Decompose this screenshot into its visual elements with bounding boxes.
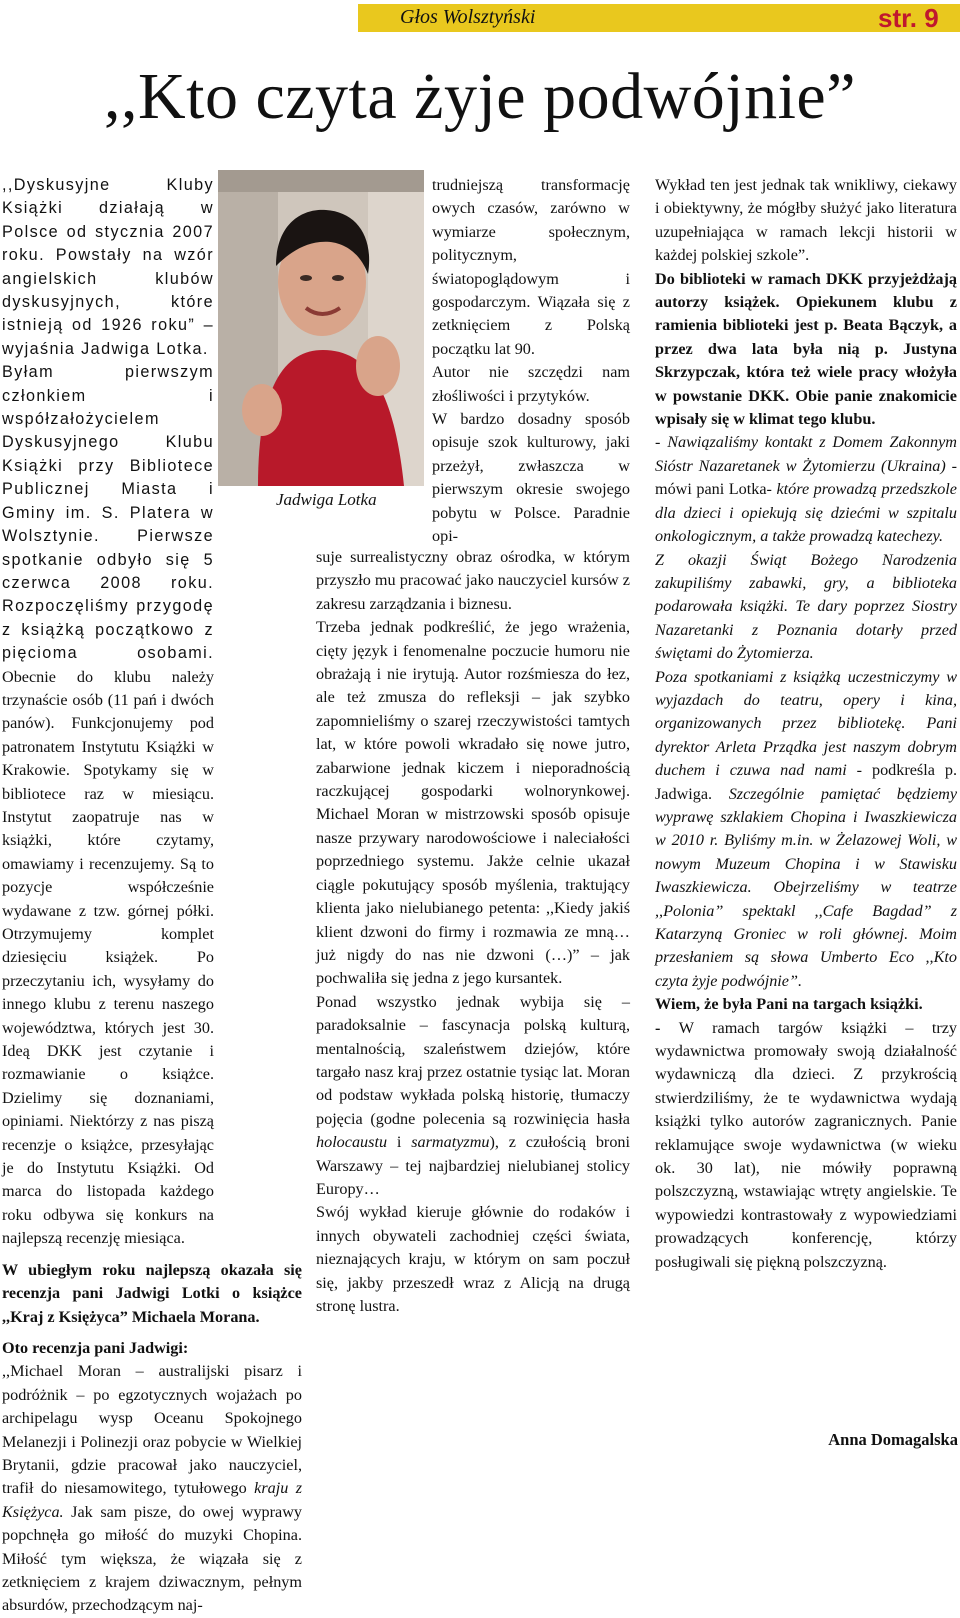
column-2-top <box>432 174 630 549</box>
page-number: str. 9 <box>878 3 939 33</box>
column-1 <box>2 174 302 1618</box>
col3-bold-paragraph: Do biblioteki w ramach DKK przyjeżdżają autorzy książek. Opiekunem klubu z ramienia biblioteki jest p. Beata Bączyk, a przez dwa lata była nią p. Justyna Skrzypczak, która też wiele pracy włożyła w powstanie DKK. Obie panie znakomicie wpisały się w klimat tego klubu. <box>655 269 957 429</box>
col2-p3-mid: i <box>387 1133 412 1152</box>
review-text-end: Jak sam pisze, do owej wyprawy popchnęła go miłość do muzyki Chopina. Miłość tym większa, że wiązała się z zetknięciem z krajem dziwacznym, pełnym absurdów, przechodzącym naj- <box>2 1502 302 1615</box>
col2-top-paragraph-3: W bardzo dosadny sposób opisuje szok kulturowy, jaki przeżył, zwłaszcza w pierwszym okresie swojego pobytu w Polsce. Paradnie opi- <box>432 410 630 546</box>
col2-p3-sarmatyzm: sarmatyzmu <box>411 1133 490 1152</box>
col3-italic-5: Szczególnie pamiętać będziemy wyprawę szklakiem Chopina i Iwaszkiewicza w 2010 r. Byliśmy m.in. w Żelazowej Woli, w nowym Muzeum Chopina i w Stawisku Iwaszkiewicza. Obejrzeliśmy w teatrze ,,Polonia” spektakl ,,Cafe Bagdad” z Katarzyną Groniec w roli głównej. Moim przesłaniem są słowa Umberto Eco ,,Kto czyta żyje podwójnie”. <box>655 784 957 990</box>
publication-name: Głos Wolsztyński <box>400 6 536 28</box>
col2-paragraph-4: Swój wykład kieruje głównie do rodaków i innych obywateli zachodniej części świata, nieznających kraju, w którym on sam poczuł się, jakby przeszedł wraz z Alicją na drugą stronę lustra. <box>316 1203 630 1315</box>
col3-paragraph-1: Wykład ten jest jednak tak wnikliwy, ciekawy i obiektywny, że mógłby służyć jako literatura uzupełniająca w ramach lekcji historii w każdej polskiej szkole”. <box>655 176 957 265</box>
col3-italic-4: Poza spotkaniami z książką uczestniczymy w wyjazdach do teatru, opery i kina, organizowanych przez bibliotekę. Pani dyrektor Arleta Prządka jest naszym dobrym duchem i czuwa nad nami - <box>655 667 957 780</box>
intro-text: ,,Dyskusyjne Kluby Książki działają w Polsce od stycznia 2007 roku. Powstały na wzór angielskich klubów dyskusyjnych, które istnieją od 1926 roku” – wyjaśnia Jadwiga Lotka. <box>2 176 214 358</box>
col3-quote-3 <box>655 666 957 994</box>
col3-normal-2: podkreśla p. Jadwiga. <box>655 761 957 803</box>
review-book-title: kraju z Księżyca. <box>2 1479 303 1521</box>
bold-paragraph: W ubiegłym roku najlepszą okazała się recenzja pani Jadwigi Lotki o książce ,,Kraj z Księżyca” Michaela Morana. <box>2 1260 302 1326</box>
lead-paragraph <box>2 361 214 1250</box>
col3-italic-1: - Nawiązaliśmy kontakt z Domem Zakonnym Sióstr Nazaretanek w Żytomierzu (Ukraina) <box>655 433 957 475</box>
col3-question: Wiem, że była Pani na targach książki. <box>655 995 923 1014</box>
col2-p3-holocaust: holocaustu <box>316 1133 388 1152</box>
review-text-start: ,,Michael Moran – australijski pisarz i podróżnik – po egzotycznych wojażach po archipelagu wysp Oceanu Spokojnego Melanezji i Polinezji oraz pobycie w Wielkiej Brytanii, gdzie pracował jako nauczyciel, trafił do niesamowitego, tytułowego <box>2 1362 302 1498</box>
col2-paragraph-3 <box>316 991 630 1202</box>
col3-answer <box>655 1017 957 1274</box>
review-paragraph <box>2 1360 302 1617</box>
body-text: Obecnie do klubu należy trzynaście osób (11 pań i dwóch panów). Funkcjonujemy pod patronatem Instytutu Książki w Krakowie. Spotykamy się w bibliotece raz w miesiącu. Instytut zaopatruje nas w książki, które czytamy, omawiamy i recenzujemy. Są to pozycje współcześnie wydawane z tzw. górnej półki. Otrzymujemy komplet dziesięciu książek. Po przeczytaniu ich, wysyłamy do innego klubu z terenu naszego województwa, których jest 30. Ideą DKK jest czytanie i rozmawianie o książce. Dzielimy się doznaniami, opiniami. Niektórzy z nas piszą recenzje o książce, przesyłając je do Instytutu Książki. Od marca do listopada każdego roku odbywa się konkurs na najlepszą recenzję miesiąca. <box>2 667 214 1248</box>
col3-normal-1: - mówi pani Lotka- <box>655 456 957 499</box>
col3-answer-text: W ramach targów książki – trzy wydawnictwa promowały swoją działalność wydawniczą dla dzieci. Z przykrością stwierdziliśmy, że te wydawnictwa wydają książki tylko autorów zagranicznych. Panie reklamujące swoje wydawnictwa (w wieku ok. 30 lat), nie mówiły poprawną polszczyzną, wstawiając wtręty angielskie. Te wypowiedzi kontrastowały z wypowiedziami prowadzących konferencję, którzy posługiwali się piękną polszczyzną. <box>655 1018 957 1271</box>
col2-paragraph-1: suje surrealistyczny obraz ośrodka, w którym przyszło mu pracować jako nauczyciel kursów z zakresu zarządzania i biznesu. <box>316 548 630 613</box>
col2-paragraph-2: Trzeba jednak podkreślić, że jego wrażenia, cięty język i fenomenalne poczucie humoru nie obrażają i nie irytują. Autor rozśmiesza do łez, ale też zmusza do refleksji – jak szybko zapomnieliśmy o szarej rzeczywistości tamtych lat, w które powoli wkradało się nowe jutro, zabarwione jednak kiczem i nieporadnością raczkującej gospodarki wolnorynkowej. Michael Moran w mistrzowski sposób opisuje nasze przywary narodowościowe i naleciałości poprzedniego systemu. Jakże celnie ukazał ciągle pokutujący sposób myślenia, traktujący klienta jako nielubianego petenta: ,,Kiedy jakiś klient dzwoni do firmy i rozmawia ze mną… już nigdy do nas nie dzwoni (…)” – jak pochwaliła się jedna z jego kursantek. <box>316 618 630 988</box>
col3-italic-2: które prowadzą przedszkole dla dzieci i opiekują się dziećmi w szpitalu onkologicznym, a także prowadzą katechezy. <box>655 480 957 546</box>
review-heading: Oto recenzja pani Jadwigi: <box>2 1338 189 1357</box>
col2-p3-start: Ponad wszystko jednak wybija się – paradoksalnie – fascynacja polską kulturą, mentalnością, szaleństwem dziejów, które targało nasz kraj przez ostatnie tysiąc lat. Moran od podstaw wykłada polską historię, tłumaczy pojęcia (godne polecenia są rozwinięcia hasła <box>316 992 630 1128</box>
photo-caption: Jadwiga Lotka <box>276 490 377 509</box>
col3-answer-dash: - <box>655 1018 679 1037</box>
col3-quote-2: Z okazji Świąt Bożego Narodzenia zakupiliśmy zabawki, gry, a biblioteka podarowała książki. Te dary poprzez Siostry Nazaretanki z Poznania dotarły przed świętami do Żytomierza. <box>655 550 957 663</box>
lead-text: Byłam pierwszym członkiem i współzałożycielem Dyskusyjnego Klubu Książki przy Bibliotece Publicznej Miasta i Gminy im. S. Platera w Wolsztynie. Pierwsze spotkanie odbyło się 5 czerwca 2008 roku. Rozpoczęliśmy przygodę z książką początkowo z pięcioma osobami. <box>2 363 214 663</box>
page-header <box>0 0 960 36</box>
col2-top-paragraph-1: trudniejszą transformację owych czasów, zarówno w wymiarze społecznym, politycznym, światopoglądowym i gospodarczym. Wiązała się z zetknięciem z Polską początku lat 90. <box>432 176 630 358</box>
col2-top-paragraph-2: Autor nie szczędzi nam złośliwości i przytyków. <box>432 363 630 405</box>
column-3 <box>655 174 957 1274</box>
col3-quote-1 <box>655 431 957 548</box>
column-2 <box>316 546 630 1318</box>
intro-paragraph <box>2 174 214 361</box>
article-headline: ,,Kto czyta żyje podwójnie” <box>103 60 857 133</box>
col2-p3-end: ), z czułością broni Warszawy – tej najbardziej nielubianej stolicy Europy… <box>316 1133 631 1198</box>
author-signature: Anna Domagalska <box>828 1430 958 1449</box>
